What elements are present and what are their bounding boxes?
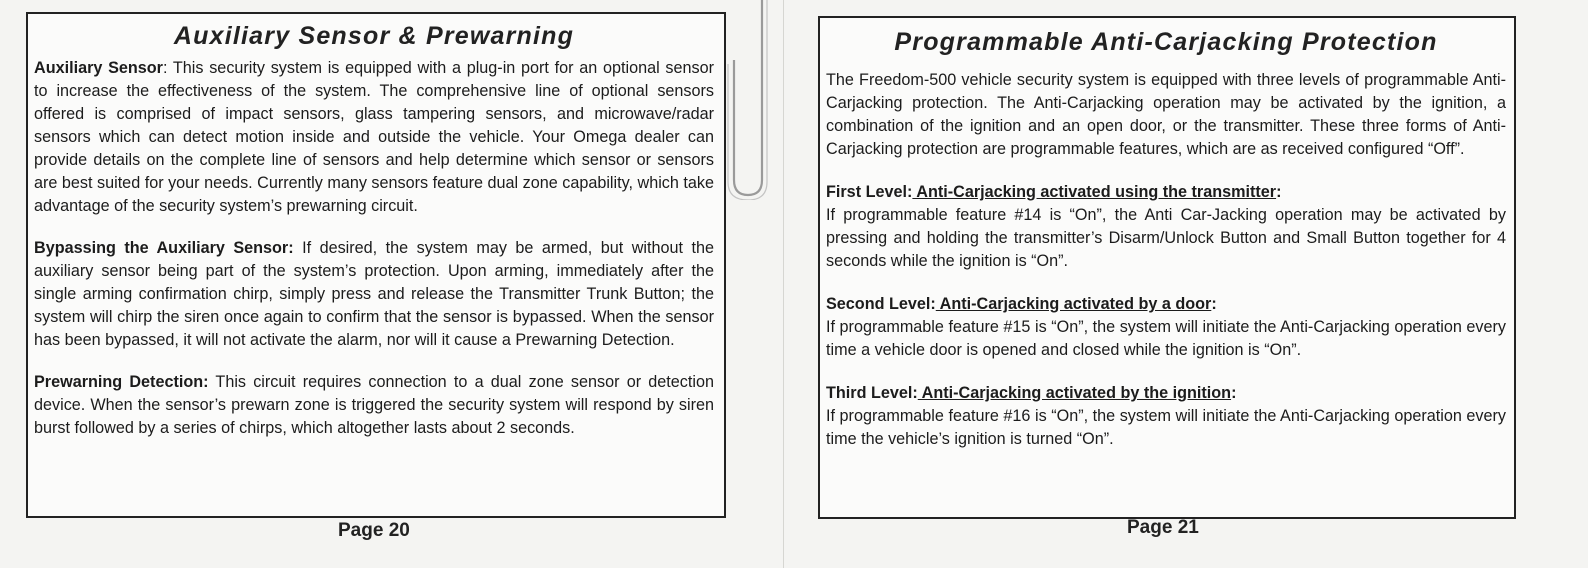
left-page-box — [26, 12, 726, 518]
right-page-title: Programmable Anti-Carjacking Protection — [894, 28, 1438, 56]
first-level-paragraph — [826, 181, 1506, 273]
bypassing-sensor-heading: Bypassing the Auxiliary Sensor: — [34, 239, 294, 257]
right-page-box — [818, 16, 1516, 519]
book-spine — [783, 0, 784, 568]
second-level-heading: Anti-Carjacking activated by a door — [935, 295, 1212, 313]
page-number-right: Page 21 — [1127, 517, 1199, 538]
bypassing-sensor-paragraph — [34, 237, 714, 352]
prewarning-detection-text: This circuit requires connection to a dual zone sensor or detection device. When the sensor’s prewarn zone is triggered the security system will respond by siren burst followed by a series of chirps, which altogether lasts about 2 seconds. — [34, 373, 715, 437]
first-level-text: If programmable feature #14 is “On”, the Anti Car-Jacking operation may be activated by pressing and holding the transmitter’s Disarm/Unlock Button and Small Button together for 4 seconds while the ignition is “On”. — [826, 206, 1506, 270]
first-level-heading: Anti-Carjacking activated using the transmitter — [912, 183, 1277, 201]
third-level-colon: : — [1231, 384, 1237, 402]
first-level-label: First Level: — [826, 183, 913, 201]
second-level-text: If programmable feature #15 is “On”, the system will initiate the Anti-Carjacking operation every time a vehicle door is opened and closed while the ignition is “On”. — [826, 318, 1506, 359]
second-level-paragraph — [826, 293, 1506, 362]
auxiliary-sensor-paragraph — [34, 57, 714, 218]
third-level-label: Third Level: — [826, 384, 918, 402]
first-level-colon: : — [1276, 183, 1282, 201]
third-level-heading: Anti-Carjacking activated by the ignition — [917, 384, 1232, 402]
prewarning-detection-paragraph — [34, 371, 714, 440]
third-level-text: If programmable feature #16 is “On”, the system will initiate the Anti-Carjacking operation every time the vehicle’s ignition is turned “On”. — [826, 407, 1506, 448]
bypassing-sensor-text: If desired, the system may be armed, but without the auxiliary sensor being part of the system’s protection. Upon arming, immediately after the single arming confirmation chirp, simply press and release the Transmitter Trunk Button; the system will chirp the siren once again to confirm that the sensor is bypassed. When the sensor has been bypassed, it will not activate the alarm, nor will it cause a Prewarning Detection. — [34, 239, 714, 349]
auxiliary-sensor-text: : This security system is equipped with a plug-in port for an optional sensor to increase the effectiveness of the system. The comprehensive line of optional sensors offered is comprised of impact sensors, glass tampering sensors, and microwave/radar sensors which can detect motion inside and outside the vehicle. Your Omega dealer can provide details on the complete line of sensors and help determine which sensor or sensors are best suited for your needs. Currently many sensors feature dual zone capability, which take advantage of the security system’s prewarning circuit. — [34, 59, 714, 215]
third-level-paragraph — [826, 382, 1506, 451]
left-page-title: Auxiliary Sensor & Prewarning — [173, 22, 575, 50]
anti-carjacking-intro: The Freedom-500 vehicle security system is equipped with three levels of programmable Anti-Carjacking protection. The Anti-Carjacking operation may be activated by the ignition, a combination of the ignition and an open door, or the transmitter. These three forms of Anti-Carjacking protection are programmable features, which are as received configured “Off”. — [826, 71, 1506, 158]
auxiliary-sensor-heading: Auxiliary Sensor — [34, 59, 163, 77]
page-number-left: Page 20 — [338, 520, 410, 541]
prewarning-detection-heading: Prewarning Detection: — [34, 373, 209, 391]
second-level-colon: : — [1211, 295, 1217, 313]
second-level-label: Second Level: — [826, 295, 936, 313]
